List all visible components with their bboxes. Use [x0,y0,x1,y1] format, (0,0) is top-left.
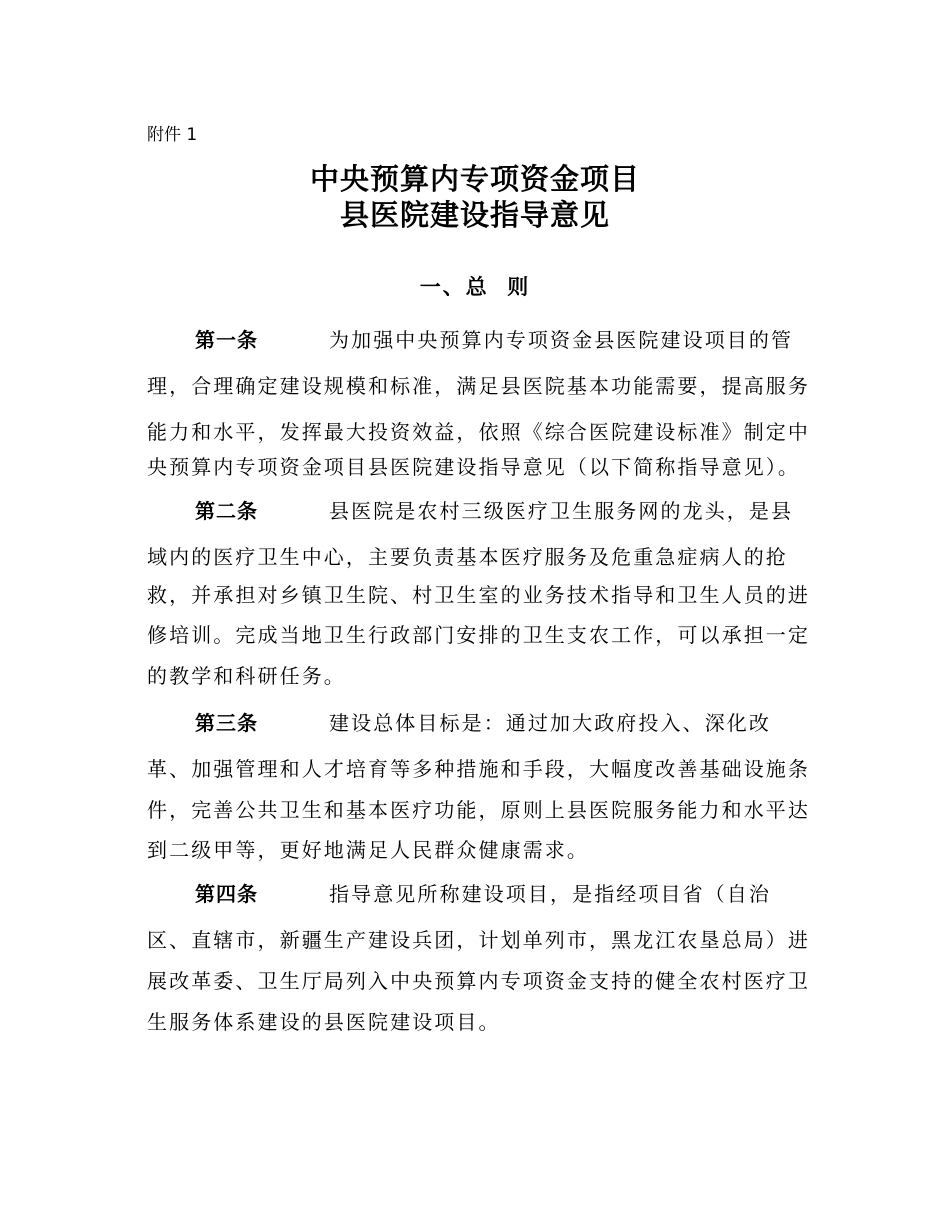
article-2-line: 的教学和科研任务。 [147,664,346,688]
document-title-line-1: 中央预算内专项资金项目 [309,162,640,196]
article-1-line: 能力和水平，发挥最大投资效益，依照《综合医院建设标准》制定中 [147,420,810,444]
article-3-line: 革、加强管理和人才培育等多种措施和手段，大幅度改善基础设施条 [147,757,810,781]
article-label: 第四条 [195,882,258,906]
document-title-line-2: 县医院建设指导意见 [339,198,610,232]
article-text: 县医院是农村三级医疗卫生服务网的龙头，是县 [329,499,794,523]
article-text: 为加强中央预算内专项资金县医院建设项目的管 [329,328,794,352]
article-2-line: 救，并承担对乡镇卫生院、村卫生室的业务技术指导和卫生人员的进 [147,583,810,607]
section-heading: 一、总 则 [419,275,531,299]
article-label: 第一条 [195,328,258,352]
article-3-first-line [195,709,855,737]
article-4-line: 区、直辖市，新疆生产建设兵团，计划单列市，黑龙江农垦总局）进 [147,928,810,952]
article-4-line: 生服务体系建设的县医院建设项目。 [147,1010,501,1034]
article-4-line: 展改革委、卫生厅局列入中央预算内专项资金支持的健全农村医疗卫 [147,969,810,993]
article-1-line: 央预算内专项资金项目县医院建设指导意见（以下简称指导意见）。 [147,455,800,479]
article-text: 指导意见所称建设项目，是指经项目省（自治 [329,882,771,906]
article-3-line: 到二级甲等，更好地满足人民群众健康需求。 [147,838,589,862]
attachment-label: 附件 1 [147,125,198,145]
article-2-first-line [195,497,855,525]
article-1-first-line [195,326,855,354]
article-1-line: 理，合理确定建设规模和标准，满足县医院基本功能需要，提高服务 [147,374,810,398]
article-3-line: 件，完善公共卫生和基本医疗功能，原则上县医院服务能力和水平达 [147,798,810,822]
article-2-line: 域内的医疗卫生中心，主要负责基本医疗服务及危重急症病人的抢 [147,545,788,569]
article-4-first-line [195,880,855,908]
article-label: 第三条 [195,711,258,735]
article-text: 建设总体目标是：通过加大政府投入、深化改 [329,711,771,735]
article-label: 第二条 [195,499,258,523]
article-2-line: 修培训。完成当地卫生行政部门安排的卫生支农工作，可以承担一定 [147,623,810,647]
